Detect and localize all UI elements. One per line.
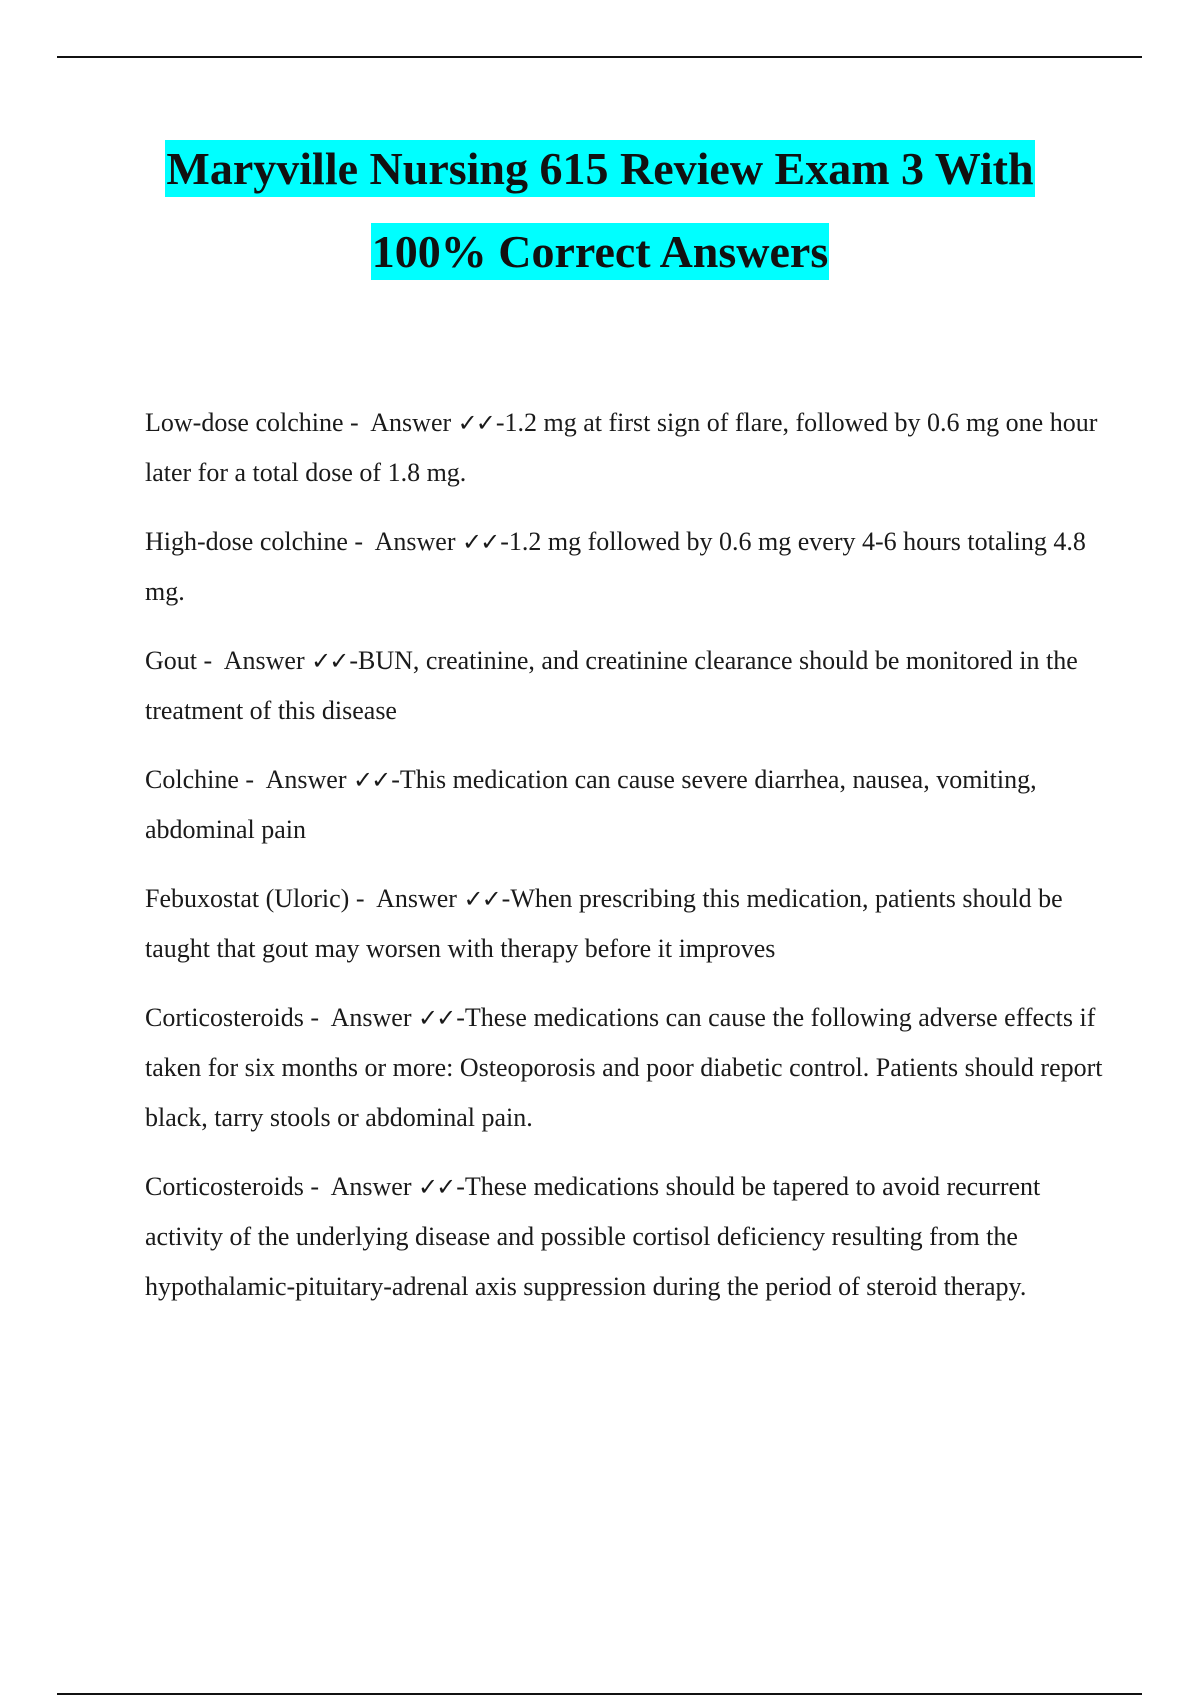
qa-answer: -These medications should be tapered to avoid recurrent activity of the underlying disease and possible cortisol deficiency resulting from the hypothalamic-pituitary-adrenal axis suppression during the period of steroid therapy. bbox=[145, 1172, 1041, 1301]
answer-label: Answer bbox=[370, 408, 452, 437]
qa-term: Corticosteroids bbox=[145, 1003, 304, 1032]
document-title bbox=[0, 140, 1200, 280]
qa-answer: -BUN, creatinine, and creatinine clearance should be monitored in the treatment of this disease bbox=[145, 646, 1078, 725]
qa-term: High-dose colchine bbox=[145, 527, 348, 556]
double-check-icon: ✓✓ bbox=[352, 766, 390, 794]
qa-term: Corticosteroids bbox=[145, 1172, 304, 1201]
qa-answer: -These medications can cause the following adverse effects if taken for six months or more: Osteoporosis and poor diabetic control. Patients should report black, tarry stools or abdominal pain. bbox=[145, 1003, 1103, 1132]
qa-term: Febuxostat (Uloric) bbox=[145, 884, 350, 913]
double-check-icon: ✓✓ bbox=[417, 1173, 455, 1201]
title-line-1: Maryville Nursing 615 Review Exam 3 With bbox=[165, 140, 1034, 197]
qa-list bbox=[145, 398, 1105, 1331]
qa-item: Low-dose colchine - Answer ✓✓-1.2 mg at first sign of flare, followed by 0.6 mg one hour later for a total dose of 1.8 mg. bbox=[145, 408, 1098, 487]
answer-label: Answer bbox=[223, 646, 305, 675]
qa-term: Gout bbox=[145, 646, 197, 675]
qa-item: Febuxostat (Uloric) - Answer ✓✓-When prescribing this medication, patients should be taught that gout may worsen with therapy before it improves bbox=[145, 884, 1063, 963]
double-check-icon: ✓✓ bbox=[311, 647, 348, 675]
qa-item: Corticosteroids - Answer ✓✓-These medications should be tapered to avoid recurrent activity of the underlying disease and possible cortisol deficiency resulting from the hypothalamic-pituitary-adrenal axis suppression during the period of steroid therapy. bbox=[145, 1172, 1041, 1301]
double-check-icon: ✓✓ bbox=[463, 885, 500, 913]
answer-label: Answer bbox=[374, 527, 456, 556]
bottom-rule bbox=[57, 1693, 1142, 1695]
qa-item: Colchine - Answer ✓✓-This medication can cause severe diarrhea, nausea, vomiting, abdominal pain bbox=[145, 765, 1037, 844]
qa-answer: -1.2 mg followed by 0.6 mg every 4-6 hours totaling 4.8 mg. bbox=[145, 527, 1086, 606]
top-rule bbox=[57, 56, 1142, 58]
qa-answer: -1.2 mg at first sign of flare, followed by 0.6 mg one hour later for a total dose of 1.8 mg. bbox=[145, 408, 1098, 487]
title-line-2: 100% Correct Answers bbox=[371, 223, 830, 280]
answer-label: Answer bbox=[376, 884, 457, 913]
qa-term: Low-dose colchine bbox=[145, 408, 344, 437]
qa-item: Gout - Answer ✓✓-BUN, creatinine, and creatinine clearance should be monitored in the treatment of this disease bbox=[145, 646, 1078, 725]
qa-term: Colchine bbox=[145, 765, 239, 794]
qa-item: High-dose colchine - Answer ✓✓-1.2 mg followed by 0.6 mg every 4-6 hours totaling 4.8 mg. bbox=[145, 527, 1086, 606]
answer-label: Answer bbox=[330, 1172, 412, 1201]
qa-answer: -When prescribing this medication, patients should be taught that gout may worsen with therapy before it improves bbox=[145, 884, 1063, 963]
qa-answer: -This medication can cause severe diarrhea, nausea, vomiting, abdominal pain bbox=[145, 765, 1037, 844]
answer-label: Answer bbox=[330, 1003, 412, 1032]
double-check-icon: ✓✓ bbox=[457, 409, 494, 437]
answer-label: Answer bbox=[265, 765, 347, 794]
double-check-icon: ✓✓ bbox=[417, 1004, 455, 1032]
qa-item: Corticosteroids - Answer ✓✓-These medications can cause the following adverse effects if taken for six months or more: Osteoporosis and poor diabetic control. Patients should report black, tarry stools or abdominal pain. bbox=[145, 1003, 1103, 1132]
double-check-icon: ✓✓ bbox=[462, 528, 499, 556]
